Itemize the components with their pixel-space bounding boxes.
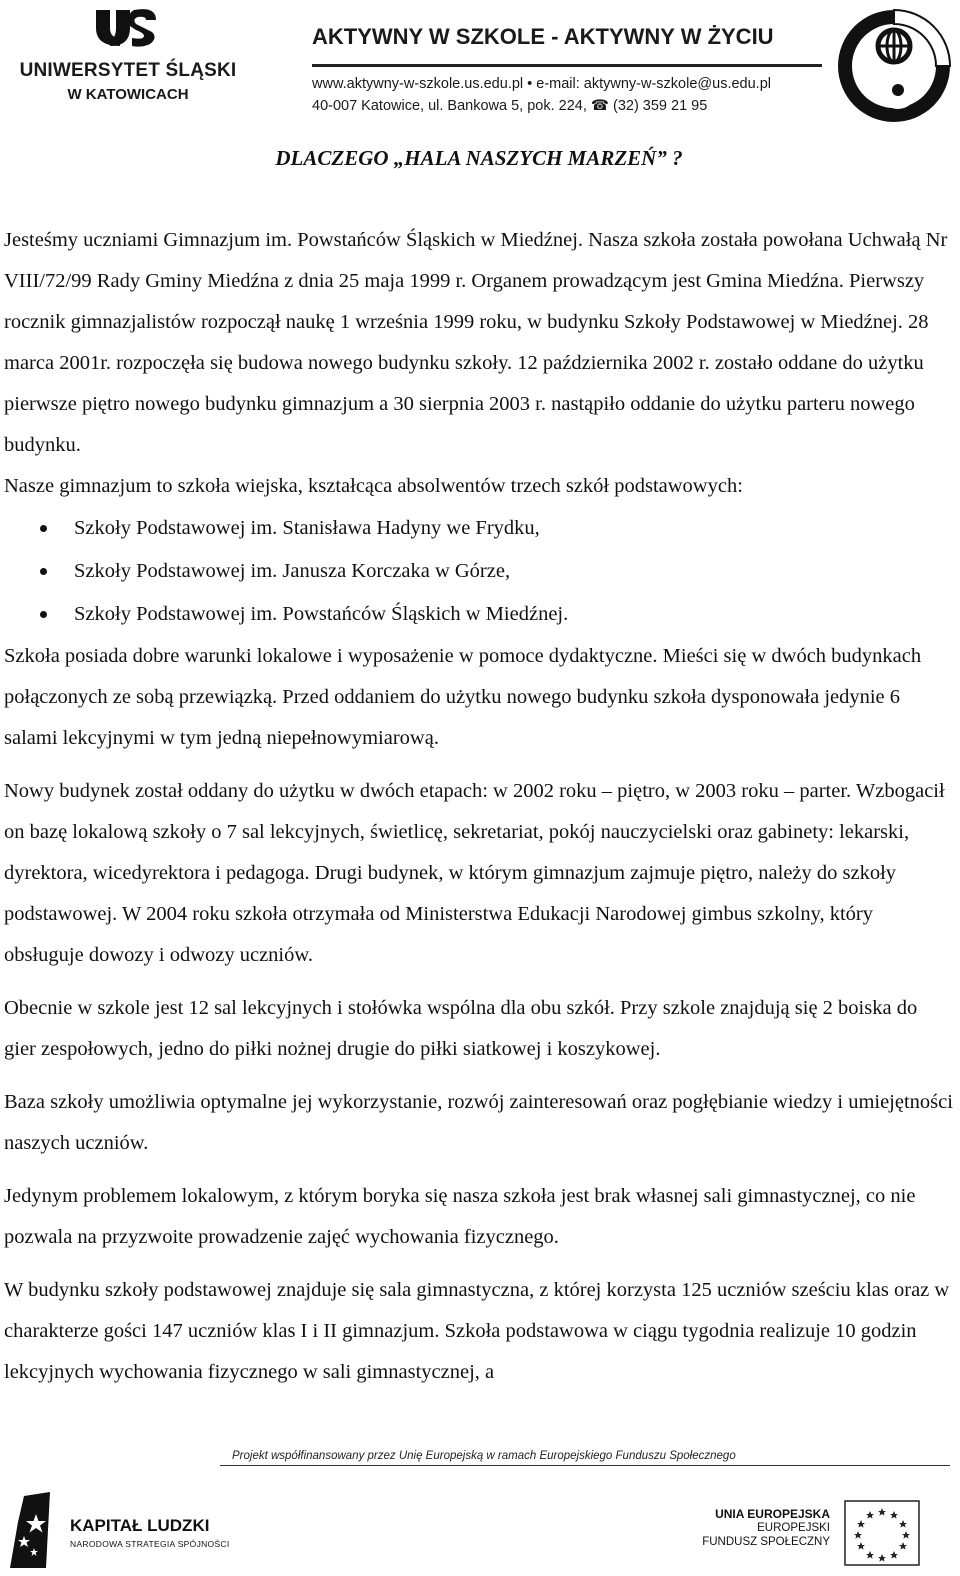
project-contact-address-phone: 40-007 Katowice, ul. Bankowa 5, pok. 224, ☎ (32) 359 21 95 xyxy=(312,98,708,114)
list-item-text: Szkoły Podstawowej im. Janusza Korczaka w Górze, xyxy=(74,560,511,582)
bullet-icon xyxy=(40,525,47,532)
globe-gear-logo-icon xyxy=(832,4,956,128)
list-item-text: Szkoły Podstawowej im. Stanisława Hadyny we Frydku, xyxy=(74,517,540,539)
eu-fund-line-1: EUROPEJSKI xyxy=(757,1522,830,1534)
kapital-ludzki-name: KAPITAŁ LUDZKI xyxy=(70,1516,210,1535)
eu-fund-line-2: FUNDUSZ SPOŁECZNY xyxy=(702,1536,830,1548)
paragraph-school-base: Baza szkoły umożliwia optymalne jej wykorzystanie, rozwój zainteresowań oraz pogłębianie wiedzy i umiejętności naszych uczniów. xyxy=(4,1091,953,1154)
list-item-text: Szkoły Podstawowej im. Powstańców Śląskich w Miedźnej. xyxy=(74,603,569,625)
bullet-icon xyxy=(40,611,47,618)
university-logo xyxy=(8,6,238,106)
paragraph-gym-problem: Jedynym problemem lokalowym, z którym boryka się nasza szkoła jest brak własnej sali gimnastycznej, co nie pozwala na przyzwoite prowadzenie zajęć wychowania fizycznego. xyxy=(4,1185,916,1248)
document-title: DLACZEGO „HALA NASZYCH MARZEŃ” ? xyxy=(275,146,683,170)
document-body xyxy=(4,138,954,1393)
paragraph-new-building: Nowy budynek został oddany do użytku w dwóch etapach: w 2002 roku – piętro, w 2003 roku – parter. Wzbogacił on bazę lokalową szkoły o 7 sal lekcyjnych, świetlicę, sekretariat, pokój nauczycielski oraz gabinety: lekarski, dyrektora, wicedyrektora i pedagoga. Drugi budynek, w którym gimnazjum zajmuje piętro, należy do szkoły podstawowej. W 2004 roku szkoła otrzymała od Ministerstwa Edukacji Narodowej gimbus szkolny, który obsługuje dowozy i odwozy uczniów. xyxy=(4,780,945,966)
paragraph-gym-usage: W budynku szkoły podstawowej znajduje się sala gimnastyczna, z której korzysta 125 uczniów sześciu klas oraz w charakterze gości 147 uczniów klas I i II gimnazjum. Szkoła podstawowa w ciągu tygodnia realizuje 10 godzin lekcyjnych wychowania fizycznego w sali gimnastycznej, a xyxy=(4,1279,950,1383)
kapital-ludzki-subtitle: NARODOWA STRATEGIA SPÓJNOŚCI xyxy=(70,1539,230,1549)
footer xyxy=(0,1450,960,1576)
list-item xyxy=(4,593,954,636)
eu-union-name: UNIA EUROPEJSKA xyxy=(715,1507,830,1521)
kapital-ludzki-logo-icon xyxy=(10,1492,56,1568)
university-city: W KATOWICACH xyxy=(67,86,189,103)
us-logo-icon xyxy=(90,6,160,48)
eu-fund-label xyxy=(680,1507,830,1549)
footer-rule xyxy=(220,1465,950,1466)
paragraph-classrooms: Obecnie w szkole jest 12 sal lekcyjnych i stołówka wspólna dla obu szkół. Przy szkole znajdują się 2 boiska do gier zespołowych, jedno do piłki nożnej drugie do piłki siatkowej i koszykowej. xyxy=(4,997,918,1060)
header-rule xyxy=(312,64,822,67)
cofinancing-caption: Projekt współfinansowany przez Unię Europejską w ramach Europejskiego Funduszu Społecznego xyxy=(232,1450,736,1462)
project-contact-web-email: www.aktywny-w-szkole.us.edu.pl • e-mail: aktywny-w-szkole@us.edu.pl xyxy=(312,76,771,92)
eu-flag-icon xyxy=(844,1500,920,1566)
feeder-schools-list xyxy=(4,507,954,636)
paragraph-school-history: Jesteśmy uczniami Gimnazjum im. Powstańców Śląskich w Miedźnej. Nasza szkoła została powołana Uchwałą Nr VIII/72/99 Rady Gminy Miedźna z dnia 25 maja 1999 r. Organem prowadzącym jest Gmina Miedźna. Pierwszy rocznik gimnazjalistów rozpoczął naukę 1 września 1999 roku, w budynku Szkoły Podstawowej w Miedźnej. 28 marca 2001r. rozpoczęła się budowa nowego budynku szkoły. 12 października 2002 r. zostało oddane do użytku pierwsze piętro nowego budynku gimnazjum a 30 sierpnia 2003 r. nastąpiło oddanie do użytku parteru nowego budynku. xyxy=(4,229,948,456)
bullet-icon xyxy=(40,568,47,575)
project-title: AKTYWNY W SZKOLE - AKTYWNY W ŻYCIU xyxy=(312,24,774,49)
list-item xyxy=(4,507,954,550)
university-name: UNIWERSYTET ŚLĄSKI xyxy=(19,60,237,81)
paragraph-feeder-schools-intro: Nasze gimnazjum to szkoła wiejska, kształcąca absolwentów trzech szkół podstawowych: xyxy=(4,475,743,497)
letterhead xyxy=(0,0,960,130)
list-item xyxy=(4,550,954,593)
paragraph-facilities: Szkoła posiada dobre warunki lokalowe i wyposażenie w pomoce dydaktyczne. Mieści się w dwóch budynkach połączonych ze sobą przewiązką. Przed oddaniem do użytku nowego budynku szkoła dysponowała jedynie 6 salami lekcyjnymi w tym jedną niepełnowymiarową. xyxy=(4,645,922,749)
